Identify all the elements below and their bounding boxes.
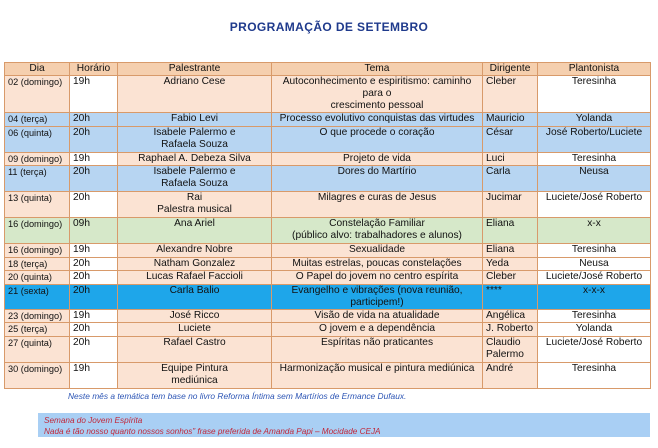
cell-palestrante-line: Luciete bbox=[178, 323, 211, 334]
cell-plantonista: x-x bbox=[538, 218, 651, 244]
table-row bbox=[5, 323, 651, 337]
cell-palestrante-line: Isabele Palermo e bbox=[153, 126, 236, 138]
cell-plantonista: Yolanda bbox=[538, 113, 651, 127]
cell-dirigente-line: Palermo bbox=[486, 348, 524, 360]
cell-plantonista: x-x-x bbox=[538, 284, 651, 309]
cell-tema-line: O jovem e a dependência bbox=[318, 323, 436, 334]
cell-tema-line: O Papel do jovem no centro espírita bbox=[295, 271, 459, 282]
cell-horario: 20h bbox=[70, 284, 118, 309]
cell-horario: 09h bbox=[70, 218, 118, 244]
cell-dia: 02 (domingo) bbox=[5, 76, 70, 113]
cell-dirigente bbox=[483, 284, 538, 309]
cell-dirigente-line: **** bbox=[486, 284, 502, 296]
cell-horario: 20h bbox=[70, 336, 118, 362]
cell-horario: 19h bbox=[70, 152, 118, 166]
cell-tema bbox=[272, 192, 483, 218]
table-row bbox=[5, 218, 651, 244]
cell-horario: 20h bbox=[70, 166, 118, 192]
table-row bbox=[5, 271, 651, 285]
page-title: PROGRAMAÇÃO DE SETEMBRO bbox=[229, 20, 429, 34]
cell-dia: 11 (terça) bbox=[5, 166, 70, 192]
header-dirigente: Dirigente bbox=[483, 63, 538, 76]
cell-palestrante-line: Natham Gonzalez bbox=[153, 257, 236, 269]
cell-dirigente bbox=[483, 192, 538, 218]
cell-dirigente-line: Cleber bbox=[486, 271, 517, 282]
cell-dia: 30 (domingo) bbox=[5, 362, 70, 388]
cell-tema-line: Autoconhecimento e espiritismo: caminho para o bbox=[282, 76, 472, 99]
cell-plantonista: Luciete/José Roberto bbox=[538, 192, 651, 218]
cell-plantonista: Teresinha bbox=[538, 76, 651, 113]
cell-palestrante bbox=[118, 166, 272, 192]
table-row bbox=[5, 113, 651, 127]
cell-tema bbox=[272, 309, 483, 323]
cell-tema bbox=[272, 244, 483, 258]
cell-dirigente-line: Eliana bbox=[486, 218, 515, 229]
cell-tema-line: Processo evolutivo conquistas das virtudes bbox=[279, 113, 475, 124]
cell-dirigente-line: André bbox=[486, 362, 514, 374]
cell-palestrante-line: José Ricco bbox=[169, 309, 220, 321]
cell-tema-line: crescimento pessoal bbox=[330, 100, 424, 111]
schedule-body bbox=[5, 76, 651, 389]
cell-dia: 04 (terça) bbox=[5, 113, 70, 127]
cell-tema bbox=[272, 271, 483, 285]
cell-tema bbox=[272, 257, 483, 271]
cell-palestrante bbox=[118, 323, 272, 337]
cell-dia: 13 (quinta) bbox=[5, 192, 70, 218]
cell-dirigente-line: Angélica bbox=[486, 309, 526, 321]
cell-horario: 20h bbox=[70, 113, 118, 127]
header-tema: Tema bbox=[272, 63, 483, 76]
cell-horario: 20h bbox=[70, 323, 118, 337]
cell-tema bbox=[272, 362, 483, 388]
table-row bbox=[5, 126, 651, 152]
cell-tema bbox=[272, 126, 483, 152]
schedule-table bbox=[4, 62, 651, 389]
footer-line-1: Semana do Jovem Espírita bbox=[44, 416, 143, 425]
cell-palestrante bbox=[118, 336, 272, 362]
cell-dia: 09 (domingo) bbox=[5, 152, 70, 166]
cell-plantonista: Luciete/José Roberto bbox=[538, 271, 651, 285]
theme-note: Neste mês a temática tem base no livro Reforma Íntima sem Martírios de Ermance Dufaux. bbox=[68, 391, 407, 401]
cell-dirigente-line: Cleber bbox=[486, 76, 517, 87]
cell-plantonista: Luciete/José Roberto bbox=[538, 336, 651, 362]
cell-palestrante-line: Rai bbox=[186, 192, 203, 203]
table-row bbox=[5, 192, 651, 218]
cell-dirigente bbox=[483, 271, 538, 285]
cell-tema bbox=[272, 113, 483, 127]
header-palestrante: Palestrante bbox=[118, 63, 272, 76]
table-row bbox=[5, 166, 651, 192]
cell-palestrante-line: Isabele Palermo e bbox=[153, 166, 236, 177]
cell-dirigente-line: Mauricio bbox=[486, 113, 525, 124]
cell-plantonista: Yolanda bbox=[538, 323, 651, 337]
cell-dia: 20 (quinta) bbox=[5, 271, 70, 285]
cell-dirigente bbox=[483, 126, 538, 152]
cell-palestrante bbox=[118, 192, 272, 218]
cell-dirigente bbox=[483, 76, 538, 113]
cell-dirigente-line: Carla bbox=[486, 166, 511, 177]
cell-palestrante-line: Ana Ariel bbox=[174, 218, 215, 229]
table-row bbox=[5, 362, 651, 388]
cell-palestrante bbox=[118, 309, 272, 323]
table-row bbox=[5, 336, 651, 362]
cell-plantonista: Neusa bbox=[538, 257, 651, 271]
table-row bbox=[5, 76, 651, 113]
cell-plantonista: Teresinha bbox=[538, 152, 651, 166]
cell-tema-line: Milagres e curas de Jesus bbox=[317, 192, 437, 203]
cell-horario: 19h bbox=[70, 362, 118, 388]
cell-plantonista: Neusa bbox=[538, 166, 651, 192]
cell-dia: 16 (domingo) bbox=[5, 218, 70, 244]
cell-tema-line: Visão de vida na atualidade bbox=[314, 309, 440, 321]
cell-plantonista: Teresinha bbox=[538, 362, 651, 388]
cell-tema bbox=[272, 218, 483, 244]
cell-horario: 19h bbox=[70, 76, 118, 113]
cell-dirigente bbox=[483, 218, 538, 244]
cell-dia: 06 (quinta) bbox=[5, 126, 70, 152]
cell-palestrante-line: Carla Balio bbox=[169, 284, 220, 296]
cell-palestrante-line: Palestra musical bbox=[157, 204, 232, 215]
cell-dirigente bbox=[483, 309, 538, 323]
cell-palestrante bbox=[118, 362, 272, 388]
cell-palestrante bbox=[118, 257, 272, 271]
cell-palestrante bbox=[118, 244, 272, 258]
cell-plantonista: Teresinha bbox=[538, 309, 651, 323]
cell-tema-line: Constelação Familiar bbox=[329, 218, 425, 229]
cell-palestrante-line: Raphael A. Debeza Silva bbox=[138, 152, 251, 164]
cell-palestrante bbox=[118, 152, 272, 166]
table-row bbox=[5, 152, 651, 166]
cell-palestrante-line: mediúnica bbox=[171, 374, 218, 386]
cell-tema bbox=[272, 284, 483, 309]
cell-horario: 19h bbox=[70, 244, 118, 258]
cell-dia: 25 (terça) bbox=[5, 323, 70, 337]
cell-palestrante bbox=[118, 271, 272, 285]
cell-tema bbox=[272, 336, 483, 362]
cell-dirigente-line: Yeda bbox=[486, 257, 509, 269]
table-header-row bbox=[5, 63, 651, 76]
cell-palestrante bbox=[118, 218, 272, 244]
cell-tema-line: O que procede o coração bbox=[319, 126, 435, 138]
cell-palestrante-line: Rafaela Souza bbox=[161, 138, 228, 150]
table-row bbox=[5, 284, 651, 309]
cell-tema bbox=[272, 76, 483, 113]
cell-tema-line: Harmonização musical e pintura mediúnica bbox=[279, 362, 475, 374]
cell-palestrante-line: Adriano Cese bbox=[163, 76, 226, 87]
cell-dia: 21 (sexta) bbox=[5, 284, 70, 309]
cell-plantonista: Teresinha bbox=[538, 244, 651, 258]
header-horario: Horário bbox=[70, 63, 118, 76]
cell-palestrante bbox=[118, 126, 272, 152]
cell-dirigente-line: Jucimar bbox=[486, 192, 522, 203]
cell-dirigente bbox=[483, 323, 538, 337]
header-plantonista: Plantonista bbox=[538, 63, 651, 76]
cell-dirigente-line: Eliana bbox=[486, 244, 515, 255]
cell-horario: 20h bbox=[70, 271, 118, 285]
cell-tema-line: Espíritas não praticantes bbox=[320, 336, 434, 348]
cell-palestrante-line: Lucas Rafael Faccioli bbox=[146, 271, 243, 282]
cell-tema-line: Dores do Martírio bbox=[337, 166, 417, 177]
cell-tema-line: Evangelho e vibrações (nova reunião, participem!) bbox=[291, 284, 463, 308]
cell-dirigente-line: Claudio bbox=[486, 336, 521, 348]
cell-palestrante-line: Alexandre Nobre bbox=[156, 244, 233, 255]
cell-dia: 16 (domingo) bbox=[5, 244, 70, 258]
cell-dirigente bbox=[483, 362, 538, 388]
cell-tema-line: Sexualidade bbox=[348, 244, 406, 255]
cell-palestrante-line: Rafaela Souza bbox=[161, 178, 228, 189]
cell-tema bbox=[272, 323, 483, 337]
cell-dia: 27 (quinta) bbox=[5, 336, 70, 362]
cell-horario: 20h bbox=[70, 126, 118, 152]
footer-line-2: Nada é tão nosso quanto nossos sonhos” frase preferida de Amanda Papi – Mocidade CEJA bbox=[44, 427, 381, 436]
cell-horario: 20h bbox=[70, 192, 118, 218]
header-dia: Dia bbox=[5, 63, 70, 76]
cell-plantonista: José Roberto/Luciete bbox=[538, 126, 651, 152]
cell-dirigente bbox=[483, 113, 538, 127]
cell-tema bbox=[272, 166, 483, 192]
cell-dirigente bbox=[483, 336, 538, 362]
cell-dirigente bbox=[483, 257, 538, 271]
cell-palestrante bbox=[118, 76, 272, 113]
cell-palestrante bbox=[118, 284, 272, 309]
cell-dirigente bbox=[483, 244, 538, 258]
cell-tema-line: Muitas estrelas, poucas constelações bbox=[292, 257, 462, 269]
cell-tema bbox=[272, 152, 483, 166]
table-row bbox=[5, 257, 651, 271]
cell-tema-line: (público alvo: trabalhadores e alunos) bbox=[292, 230, 462, 241]
table-row bbox=[5, 244, 651, 258]
cell-dirigente bbox=[483, 152, 538, 166]
cell-dirigente-line: J. Roberto bbox=[486, 323, 533, 334]
table-row bbox=[5, 309, 651, 323]
cell-tema-line: Projeto de vida bbox=[343, 152, 411, 164]
cell-dirigente-line: César bbox=[486, 126, 514, 138]
footer-banner bbox=[38, 413, 650, 437]
cell-dia: 23 (domingo) bbox=[5, 309, 70, 323]
cell-horario: 20h bbox=[70, 257, 118, 271]
cell-horario: 19h bbox=[70, 309, 118, 323]
cell-palestrante-line: Equipe Pintura bbox=[161, 362, 228, 374]
cell-dia: 18 (terça) bbox=[5, 257, 70, 271]
cell-palestrante-line: Rafael Castro bbox=[163, 336, 226, 348]
cell-dirigente-line: Luci bbox=[486, 152, 505, 164]
cell-palestrante bbox=[118, 113, 272, 127]
cell-palestrante-line: Fabio Levi bbox=[170, 113, 218, 124]
cell-dirigente bbox=[483, 166, 538, 192]
